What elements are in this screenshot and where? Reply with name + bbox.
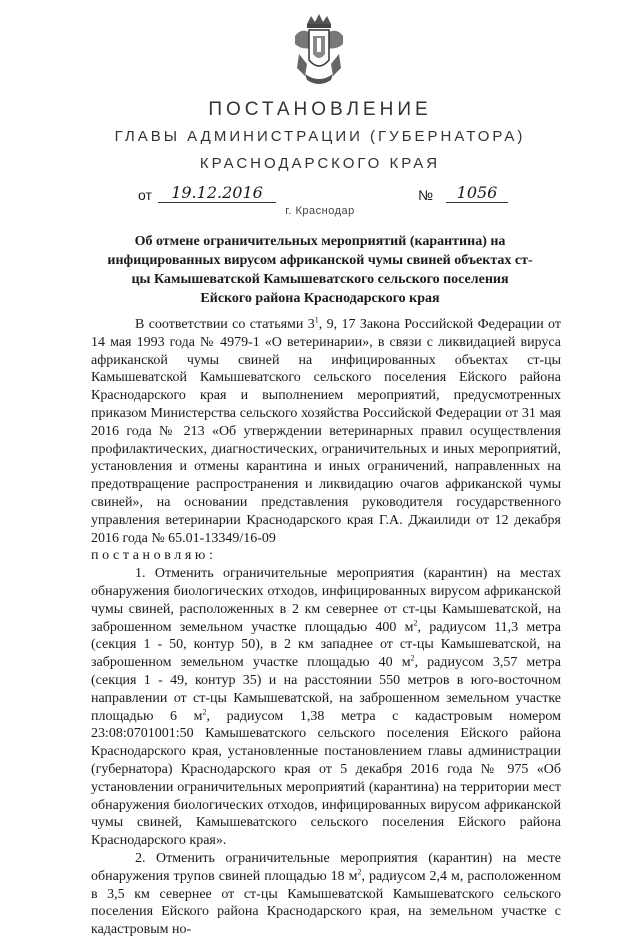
preamble-paragraph: В соответствии со статьями $3^1$, 9, 17 Закона Российской Федерации от 14 мая 1993 года № 4979-1 «О ветеринарии», в связи с ликвидацией вируса африканской чумы свиней на инфицированных объектах ст-цы Камышеватской Камышеватского сельского поселения Ейского района Краснодарского края и выполнением мероприятий, предусмотренных приказом Министерства сельского хозяйства Российской Федерации от 31 мая 2016 года № 213 «Об утверждении ветеринарных правил осуществления профилактических, диагностических, ограничительных и иных мероприятий, установления и отмены карантина и иных ограничений, направленных на предотвращение распространения и ликвидацию очагов африканской чумы свиней», на основании представления руководителя государственного управления ветеринарии Краснодарского края Г.А. Джаилиди от 12 декабря 2016 года № 65.01-13349/16-09 [91,315,561,546]
document-body [91,316,561,939]
document-title: Об отмене ограничительных мероприятий (карантина) на инфицированных вирусом африканской чумы свиней объектах ст-цы Камышеватской Камышеватского сельского поселения Ейского района Краснодарского края [107,234,533,306]
document-type-heading: ПОСТАНОВЛЕНИЕ [208,99,432,120]
date-number-line [0,183,640,207]
handwritten-date: 19.12.2016 [158,183,276,203]
clause-2-paragraph: 2. Отменить ограничительные мероприятия (карантин) на месте обнаружения трупов свиней площадью 18 $м^2$, радиусом 2,4 м, расположенном в 3,5 км севернее от ст-цы Камышеватской Камышеватского сельского поселения Ейского района Краснодарского края, на земельном участке с кадастровым но- [91,850,561,938]
coat-of-arms-emblem [291,14,347,88]
date-prefix: от [138,187,152,203]
decree-word: постановляю: [91,548,217,564]
authority-heading: ГЛАВЫ АДМИНИСТРАЦИИ (ГУБЕРНАТОРА) [114,128,526,145]
clause-1-paragraph: 1. Отменить ограничительные мероприятия (карантин) на местах обнаружения биологических отходов, инфицированных вирусом африканской чумы свиней, расположенных в 2 км севернее от ст-цы Камышеватской, на заброшенном земельном участке площадью 400 $м^2$, радиусом 11,3 метра (секция 1 - 50, контур 50), в 2 км западнее от ст-цы Камышеватской, на заброшенном земельном участке площадью 40 $м^2$, радиусом 3,57 метра (секция 1 - 49, контур 35) и на расстоянии 550 метров в юго-восточном направлении от ст-цы Камышеватской, на заброшенном земельном участке площадью 6 $м^2$, радиусом 1,38 метра с кадастровым номером 23:08:0701001:50 Камышеватского сельского поселения Ейского района Краснодарского края, установленные постановлением главы администрации (губернатора) Краснодарского края от 5 декабря 2016 года № 975 «Об установлении ограничительных мероприятий (карантина) на территории мест обнаружения биологических отходов, инфицированных вирусом африканской чумы свиней, Камышеватского сельского поселения Ейского района Краснодарского края». [91,566,562,849]
city-label: г. Краснодар [285,205,355,217]
region-heading: КРАСНОДАРСКОГО КРАЯ [199,155,441,172]
number-prefix: № [418,187,434,203]
handwritten-number: 1056 [446,183,508,203]
